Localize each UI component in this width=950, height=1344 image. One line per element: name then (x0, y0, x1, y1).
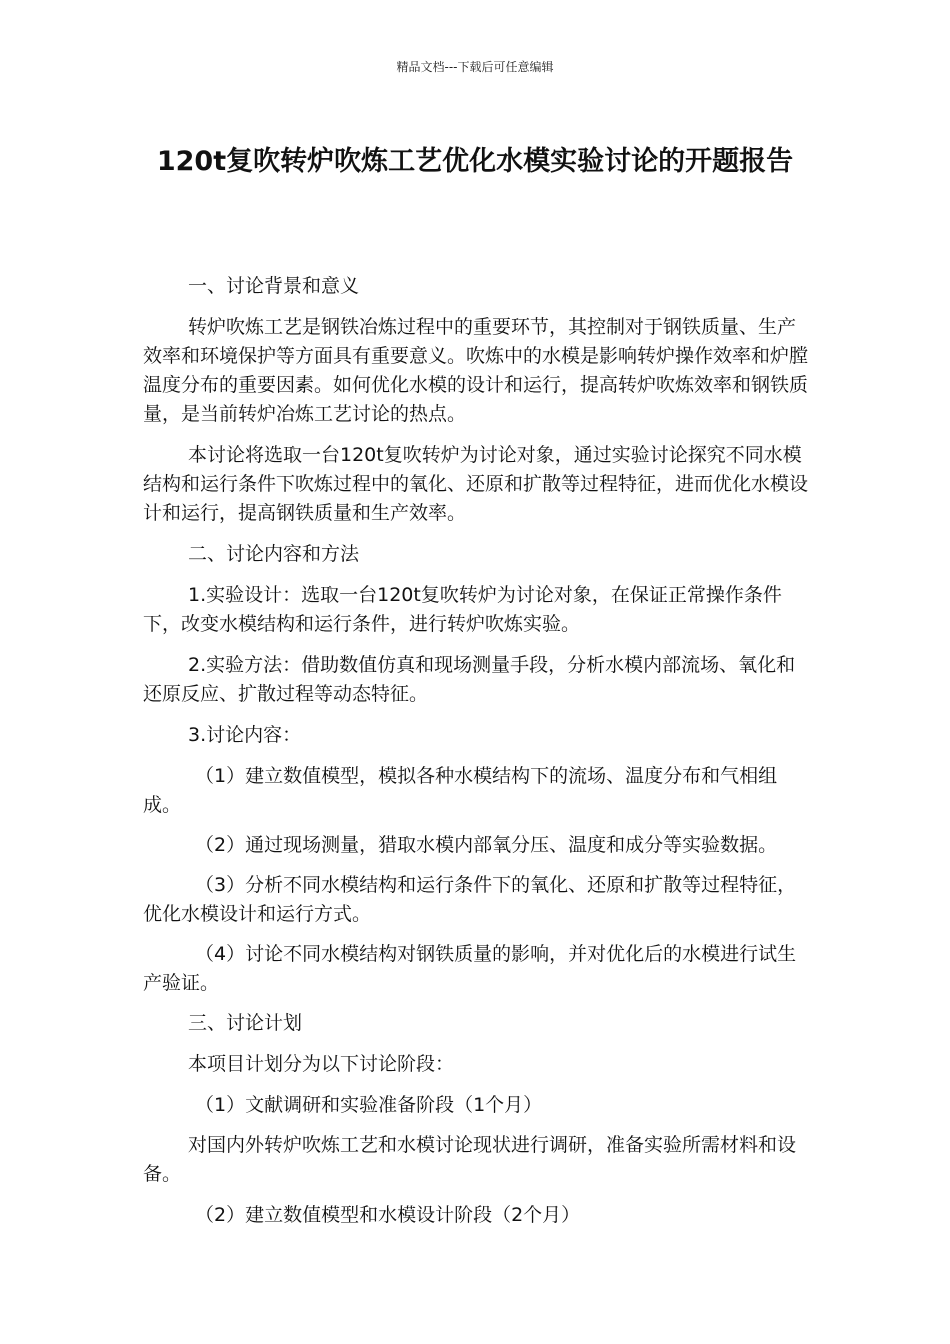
sub-item-4: （4）讨论不同水模结构对钢铁质量的影响，并对优化后的水模进行试生产验证。 (143, 943, 797, 994)
plan-stage-1-description: 对国内外转炉吹炼工艺和水模讨论现状进行调研，准备实验所需材料和设备。 (143, 1134, 797, 1185)
list-item-experiment-method: 2.实验方法：借助数值仿真和现场测量手段，分析水模内部流场、氧化和还原反应、扩散过程等动态特征。 (143, 654, 796, 705)
document-body (143, 272, 813, 1241)
sub-item-1: （1）建立数值模型，模拟各种水模结构下的流场、温度分布和气相组成。 (143, 765, 778, 816)
list-item-research-content: 3.讨论内容： (188, 724, 302, 746)
page-header: 精品文档---下载后可任意编辑 (396, 60, 554, 74)
sub-item-3: （3）分析不同水模结构和运行条件下的氧化、还原和扩散等过程特征，优化水模设计和运行方式。 (143, 874, 797, 925)
document-title: 120t复吹转炉吹炼工艺优化水模实验讨论的开题报告 (156, 146, 794, 177)
paragraph-background-2: 本讨论将选取一台120t复吹转炉为讨论对象，通过实验讨论探究不同水模结构和运行条件下吹炼过程中的氧化、还原和扩散等过程特征，进而优化水模设计和运行，提高钢铁质量和生产效率。 (143, 444, 809, 524)
plan-intro: 本项目计划分为以下讨论阶段： (188, 1053, 455, 1075)
plan-stage-1: （1）文献调研和实验准备阶段（1个月） (195, 1094, 543, 1116)
plan-stage-2: （2）建立数值模型和水模设计阶段（2个月） (195, 1204, 581, 1226)
section-heading-plan: 三、讨论计划 (188, 1012, 303, 1034)
paragraph-background-1: 转炉吹炼工艺是钢铁冶炼过程中的重要环节，其控制对于钢铁质量、生产效率和环境保护等方面具有重要意义。吹炼中的水模是影响转炉操作效率和炉膛温度分布的重要因素。如何优化水模的设计和运行，提高转炉吹炼效率和钢铁质量，是当前转炉冶炼工艺讨论的热点。 (143, 316, 809, 425)
section-heading-background: 一、讨论背景和意义 (188, 275, 360, 297)
sub-item-2: （2）通过现场测量，猎取水模内部氧分压、温度和成分等实验数据。 (195, 834, 778, 856)
list-item-experiment-design: 1.实验设计：选取一台120t复吹转炉为讨论对象，在保证正常操作条件下，改变水模结构和运行条件，进行转炉吹炼实验。 (143, 584, 782, 635)
section-heading-content-method: 二、讨论内容和方法 (188, 543, 360, 565)
